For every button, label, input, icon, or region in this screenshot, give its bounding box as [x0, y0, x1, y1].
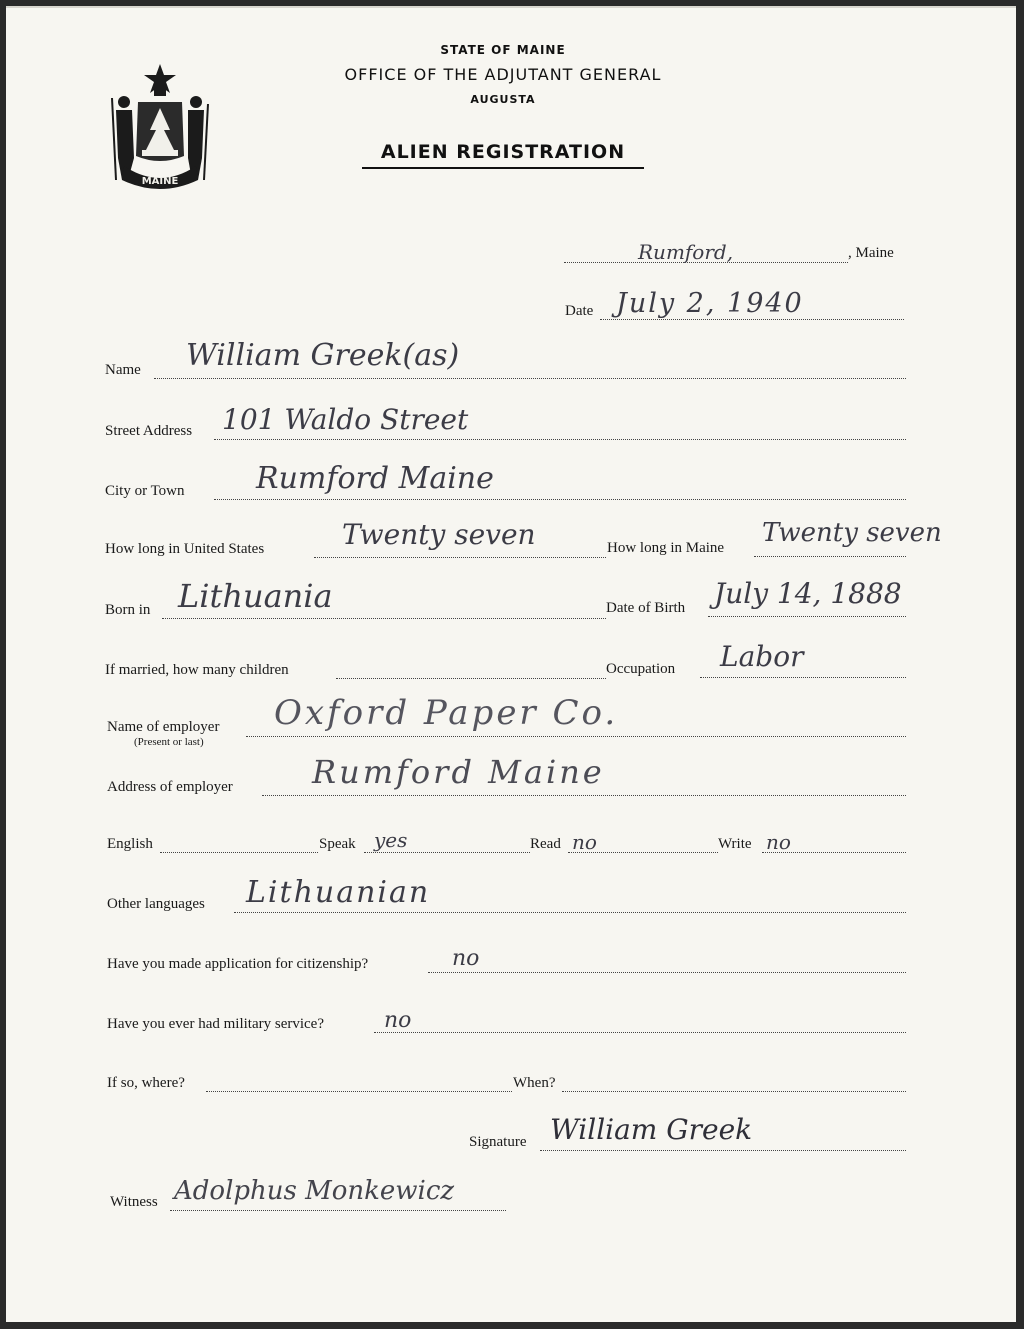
occupation-label: Occupation: [606, 661, 676, 677]
born-in-line: [162, 618, 606, 619]
witness-entry[interactable]: Adolphus Monkewicz: [174, 1176, 455, 1206]
how-long-maine-line: [754, 556, 906, 557]
speak-entry[interactable]: yes: [374, 828, 408, 852]
children-label: If married, how many children: [105, 662, 289, 678]
city-line: [214, 499, 906, 500]
name-line: [154, 378, 906, 379]
born-in-entry[interactable]: Lithuania: [178, 577, 333, 615]
citizenship-line: [428, 972, 906, 973]
english-label: English: [107, 836, 153, 852]
date-label: Date: [565, 303, 594, 319]
city-entry[interactable]: Rumford Maine: [256, 461, 494, 496]
military-entry[interactable]: no: [384, 1008, 412, 1033]
read-entry[interactable]: no: [572, 830, 597, 854]
military-line: [374, 1032, 906, 1033]
how-long-us-line: [314, 557, 606, 558]
street-address-line: [214, 439, 906, 440]
citizenship-label: Have you made application for citizenship?: [107, 956, 369, 972]
how-long-us-entry[interactable]: Twenty seven: [342, 518, 536, 551]
date-of-birth-label: Date of Birth: [606, 600, 686, 616]
write-entry[interactable]: no: [766, 830, 791, 854]
witness-label: Witness: [110, 1194, 158, 1210]
citizenship-entry[interactable]: no: [452, 946, 480, 971]
how-long-maine-entry[interactable]: Twenty seven: [762, 518, 942, 548]
write-label: Write: [718, 836, 752, 852]
date-line: [600, 319, 904, 320]
read-label: Read: [530, 836, 561, 852]
children-line: [336, 678, 606, 679]
header-state: STATE OF MAINE: [440, 43, 566, 57]
header-office: OFFICE OF THE ADJUTANT GENERAL: [344, 65, 662, 84]
form-title: ALIEN REGISTRATION: [380, 141, 626, 163]
employer-address-label: Address of employer: [107, 779, 233, 795]
name-entry[interactable]: William Greek(as): [186, 338, 460, 373]
signature-line: [540, 1150, 906, 1151]
street-address-label: Street Address: [105, 423, 193, 439]
how-long-maine-label: How long in Maine: [607, 540, 725, 556]
where-line: [206, 1091, 512, 1092]
city-label: City or Town: [105, 483, 185, 499]
military-label: Have you ever had military service?: [107, 1016, 324, 1032]
occupation-line: [700, 677, 906, 678]
maine-label: , Maine: [848, 245, 894, 261]
when-label: When?: [513, 1075, 556, 1091]
name-label: Name: [105, 362, 141, 378]
employer-name-label: Name of employer: [107, 719, 220, 735]
date-of-birth-line: [708, 616, 906, 617]
employer-address-line: [262, 795, 906, 796]
seal-text: MAINE: [141, 176, 179, 187]
speak-label: Speak: [319, 836, 356, 852]
witness-line: [170, 1210, 506, 1211]
scan-edge: [6, 6, 1016, 8]
when-line: [562, 1091, 906, 1092]
street-address-entry[interactable]: 101 Waldo Street: [222, 403, 469, 436]
where-label: If so, where?: [107, 1075, 185, 1091]
other-languages-line: [234, 912, 906, 913]
employer-name-entry[interactable]: Oxford Paper Co.: [274, 693, 619, 733]
date-of-birth-entry[interactable]: July 14, 1888: [714, 577, 902, 610]
occupation-entry[interactable]: Labor: [720, 640, 804, 673]
date-entry[interactable]: July 2, 1940: [616, 288, 804, 319]
speak-line: [364, 852, 530, 853]
how-long-us-label: How long in United States: [105, 541, 265, 557]
other-languages-entry[interactable]: Lithuanian: [246, 875, 431, 910]
header-city: AUGUSTA: [470, 93, 536, 106]
signature-label: Signature: [469, 1134, 527, 1150]
signature-entry[interactable]: William Greek: [550, 1113, 753, 1146]
employer-note: (Present or last): [134, 736, 204, 748]
english-line: [160, 852, 318, 853]
employer-address-entry[interactable]: Rumford Maine: [312, 753, 605, 791]
born-in-label: Born in: [105, 602, 151, 618]
other-languages-label: Other languages: [107, 896, 205, 912]
employer-name-line: [246, 736, 906, 737]
town-entry[interactable]: Rumford,: [638, 240, 734, 264]
title-underline: [362, 167, 644, 169]
registration-form: [6, 6, 1016, 1322]
